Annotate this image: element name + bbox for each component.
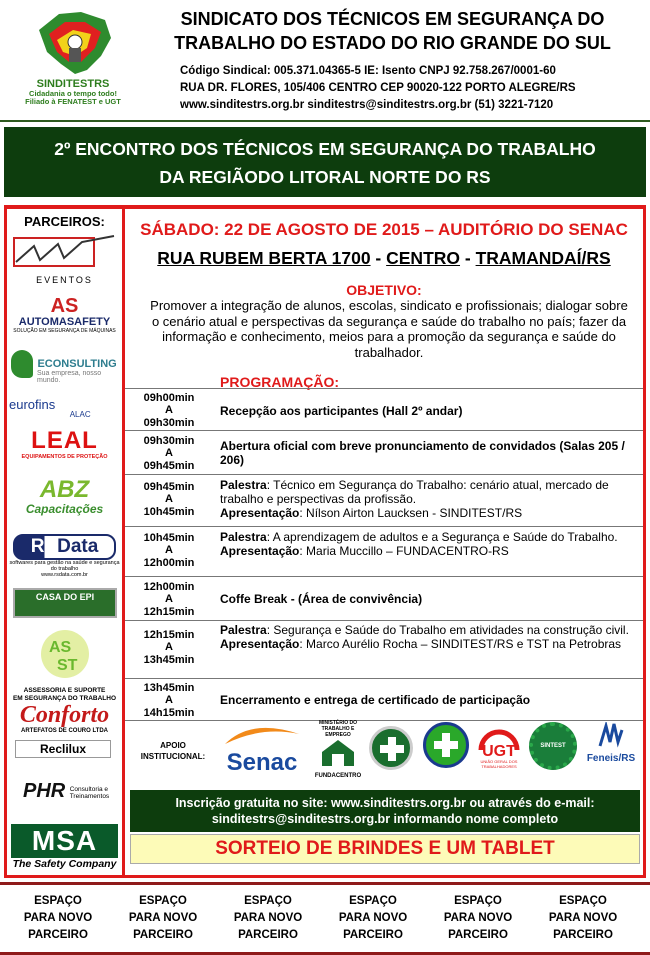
logo-affiliation: Filiado à FENATEST e UGT xyxy=(25,97,121,106)
partner-slot: ESPAÇO PARA NOVO PARCEIRO xyxy=(338,895,408,941)
support-label: APOIO INSTITUCIONAL: xyxy=(140,741,206,761)
schedule-talk: Palestra: Técnico em Segurança do Trabalho: cenário atual, mercado de trabalho e perspectivas da profissão. Apresentação: Nílson Airton Laucksen - SINDITEST/RS xyxy=(220,478,609,520)
address-district: CENTRO xyxy=(386,248,461,268)
program-title: PROGRAMAÇÃO: xyxy=(220,374,339,390)
partner-assessoria-logo: AS ST ASSESSORIA E SUPORTE EM SEGURANÇA DO TRABALHO xyxy=(7,626,122,703)
schedule-talk: Palestra: Segurança e Saúde do Trabalho em atividades na construção civil. Apresentação: Marco Aurélio Rocha – SINDITEST/RS e TST na Petrobras xyxy=(220,623,629,651)
partner-slot: ESPAÇO PARA NOVO PARCEIRO xyxy=(443,895,513,941)
fundacentro-mark-icon xyxy=(318,738,358,768)
partner-econsulting-logo: ECONSULTING Sua empresa, nosso mundo. xyxy=(7,350,122,384)
partner-slot: ESPAÇO PARA NOVO PARCEIRO xyxy=(128,895,198,941)
partner-rsdata-logo: RSData softwares para gestão na saúde e segurança do trabalho www.rsdata.com.br xyxy=(9,536,120,578)
union-registration: Código Sindical: 005.371.04365-5 IE: Isento CNPJ 92.758.267/0001-60 xyxy=(180,65,556,77)
partner-leal-logo: LEAL EQUIPAMENTOS DE PROTEÇÃO xyxy=(21,427,108,460)
partner-abz-logo: ABZ Capacitações xyxy=(25,476,104,516)
schedule-title: Coffe Break - (Área de convivência) xyxy=(220,592,423,606)
sintest-emblem: SINTEST xyxy=(529,722,577,770)
registration-line2: sinditestrs@sinditestrs.org.br informando nome completo xyxy=(211,812,559,826)
logo-name: SINDITESTRS xyxy=(36,78,110,90)
schedule-row: 12h00min A 12h15min Coffe Break - (Área de convivência) xyxy=(125,577,643,621)
schedule-title: Recepção aos participantes (Hall 2º andar) xyxy=(220,404,463,418)
partner-automasafety-logo: AS AUTOMASAFETY SOLUÇÃO EM SEGURANÇA DE MÁQUINAS xyxy=(13,295,116,334)
partner-slot: ESPAÇO PARA NOVO PARCEIRO xyxy=(548,895,618,941)
new-partner-slots xyxy=(0,882,650,955)
logo-slogan: Cidadania o tempo todo! xyxy=(29,89,117,98)
objective-title: OBJETIVO: xyxy=(346,282,422,298)
partner-slot: ESPAÇO PARA NOVO PARCEIRO xyxy=(233,895,303,941)
sinditestrs-logo xyxy=(14,8,132,116)
objective-text: Promover a integração de alunos, escolas, sindicato e profissionais; dialogar sobre o cenário atual e perspectivas da segurança e saúde do trabalho no país; fazer da informação e conhecimento, meios para a promoção da segurança e saúde do trabalhador. xyxy=(150,298,628,360)
partners-heading: PARCEIROS: xyxy=(24,214,105,229)
event-title-line1: 2º ENCONTRO DOS TÉCNICOS EM SEGURANÇA DO TRABALHO xyxy=(54,139,596,159)
schedule-row: 09h00min A 09h30min Recepção aos participantes (Hall 2º andar) xyxy=(125,389,643,431)
schedule-table xyxy=(125,388,643,719)
schedule-row: 10h45min A 12h00min Palestra: A aprendizagem de adultos e a Segurança e Saúde do Trabalho. Apresentação: Maria Muccillo – FUNDACENTRO-RS xyxy=(125,527,643,577)
feneis-logo: Feneis/RS xyxy=(583,722,639,764)
anstec-emblem-icon xyxy=(423,722,469,768)
schedule-row: 13h45min A 14h15min Encerramento e entrega de certificado de participação xyxy=(125,679,643,721)
partner-phr-logo: PHR Consultoria e Treinamentos xyxy=(23,780,110,802)
rs-map-flag-icon xyxy=(31,8,115,78)
schedule-title: Encerramento e entrega de certificado de participação xyxy=(220,693,531,707)
partner-casa-do-epi-logo: CASA DO EPI xyxy=(13,588,117,618)
cross-gear-emblem-icon xyxy=(369,726,413,770)
registration-info xyxy=(130,790,640,832)
schedule-row: 12h15min A 13h45min Palestra: Segurança e Saúde do Trabalho em atividades na construção civil. Apresentação: Marco Aurélio Rocha – SINDITEST/RS e TST na Petrobras xyxy=(125,621,643,679)
union-contact: www.sinditestrs.org.br sinditestrs@sinditestrs.org.br (51) 3221-7120 xyxy=(180,99,554,111)
schedule-row: 09h30min A 09h45min Abertura oficial com breve pronunciamento de convidados (Salas 205 / 206) xyxy=(125,431,643,475)
partner-reclilux-logo: Reclilux xyxy=(15,740,111,758)
event-title-line2: DA REGIÃODO LITORAL NORTE DO RS xyxy=(159,167,491,187)
fundacentro-logo: MINISTÉRIO DO TRABALHO E EMPREGO FUNDACENTRO xyxy=(314,720,362,779)
ugt-logo: UGT UNIÃO GERAL DOS TRABALHADORES xyxy=(475,722,523,769)
event-title-banner xyxy=(4,127,646,197)
address-street: RUA RUBEM BERTA 1700 xyxy=(157,248,371,268)
schedule-title: Abertura oficial com breve pronunciamento de convidados (Salas 205 / 206) xyxy=(220,439,625,467)
ass-st-emblem-icon xyxy=(37,626,93,682)
partner-conforto-logo: Conforto ARTEFATOS DE COURO LTDA xyxy=(19,702,110,734)
event-date-venue: SÁBADO: 22 DE AGOSTO DE 2015 – AUDITÓRIO DO SENAC xyxy=(140,220,628,239)
union-title-line2: TRABALHO DO ESTADO DO RIO GRANDE DO SUL xyxy=(174,33,611,53)
union-address: RUA DR. FLORES, 105/406 CENTRO CEP 90020-122 PORTO ALEGRE/RS xyxy=(180,82,576,94)
hands-icon xyxy=(596,722,626,748)
event-address: RUA RUBEM BERTA 1700 - CENTRO - TRAMANDAÍ/RS xyxy=(157,248,611,268)
svg-text:ST: ST xyxy=(56,657,77,674)
leaf-icon xyxy=(11,350,33,378)
raffle-banner: SORTEIO DE BRINDES E UM TABLET xyxy=(130,834,640,864)
institutional-support xyxy=(125,718,643,788)
svg-text:AS: AS xyxy=(48,639,71,656)
partner-eventos-logo: EVENTOS xyxy=(7,234,122,286)
partner-msa-logo: MSA The Safety Company xyxy=(12,825,117,870)
partners-column xyxy=(7,210,122,875)
schedule-row: 09h45min A 10h45min Palestra: Técnico em Segurança do Trabalho: cenário atual, mercado de trabalho e perspectivas da profissão. Apresentação: Nílson Airton Laucksen - SINDITEST/RS xyxy=(125,475,643,527)
senac-logo: Senac xyxy=(217,724,307,775)
partner-slot: ESPAÇO PARA NOVO PARCEIRO xyxy=(23,895,93,941)
eventos-mark-icon xyxy=(10,234,120,270)
header xyxy=(0,0,650,122)
senac-swoosh-icon xyxy=(221,724,303,746)
registration-line1: Inscrição gratuita no site: www.sinditestrs.org.br ou através do e-mail: xyxy=(175,796,595,810)
schedule-talk: Palestra: A aprendizagem de adultos e a Segurança e Saúde do Trabalho. Apresentação: Maria Muccillo – FUNDACENTRO-RS xyxy=(220,530,618,558)
address-city: TRAMANDAÍ/RS xyxy=(475,248,611,268)
partner-eurofins-logo: eurofins $_{ALAC}$ xyxy=(9,397,91,419)
union-title-line1: SINDICATO DOS TÉCNICOS EM SEGURANÇA DO xyxy=(180,9,605,29)
